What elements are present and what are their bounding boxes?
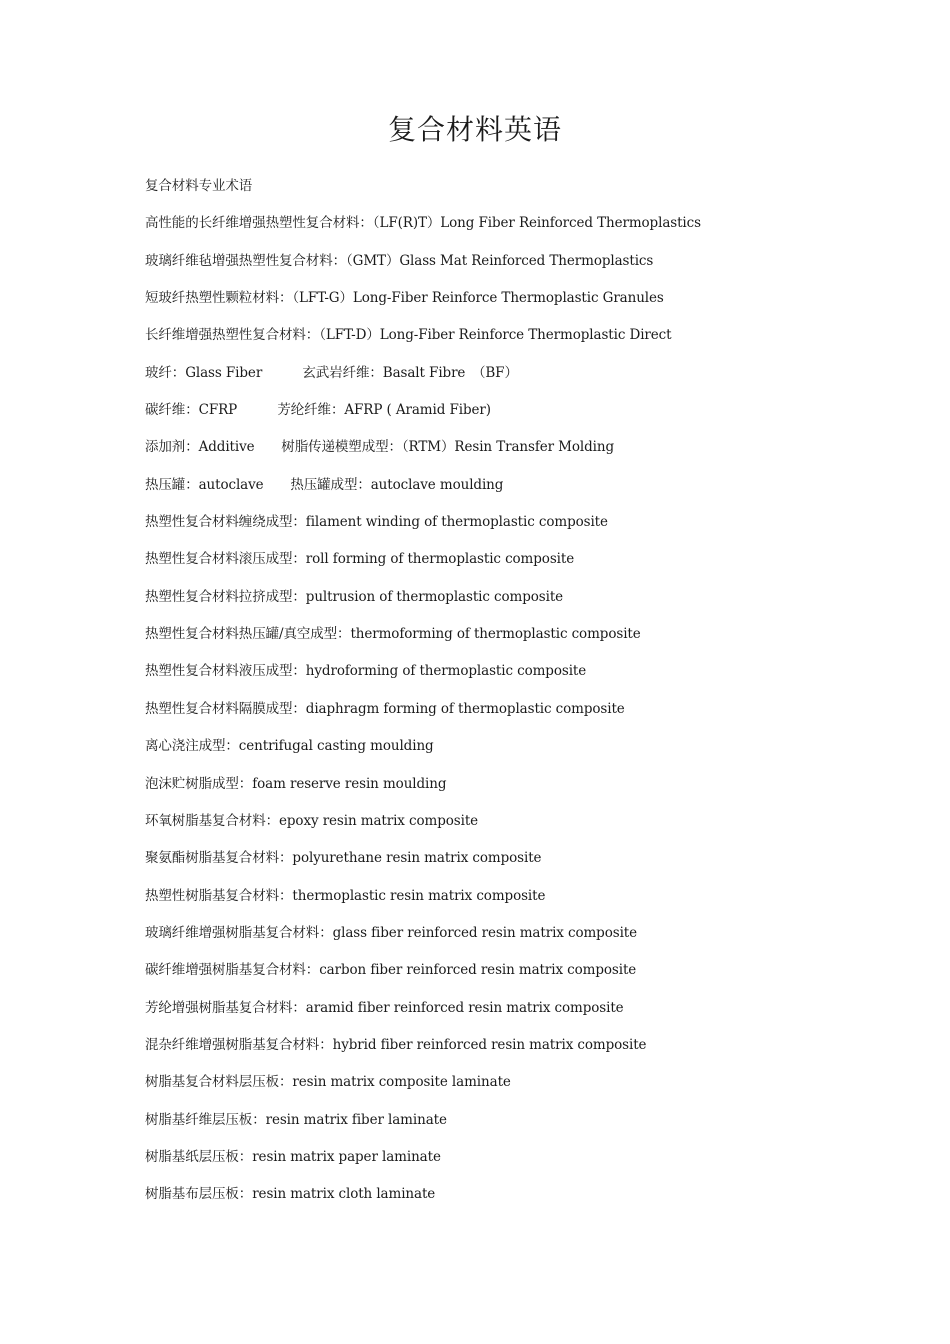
term-line: 聚氨酯树脂基复合材料：polyurethane resin matrix composite [145, 850, 542, 867]
term-line: 离心浇注成型：centrifugal casting moulding [145, 738, 434, 755]
term-line: 热塑性复合材料缠绕成型：filament winding of thermoplastic composite [145, 514, 608, 531]
term-line: 树脂基纸层压板：resin matrix paper laminate [145, 1148, 441, 1165]
term-line: 玻璃纤维增强树脂基复合材料：glass fiber reinforced resin matrix composite [145, 924, 638, 941]
term-line: 热塑性复合材料液压成型：hydroforming of thermoplastic composite [145, 663, 587, 680]
term-line: 树脂基复合材料层压板：resin matrix composite laminate [145, 1074, 511, 1091]
term-line: 树脂基纤维层压板：resin matrix fiber laminate [145, 1111, 447, 1128]
term-line: 高性能的长纤维增强热塑性复合材料：（LF(R)T）Long Fiber Reinforced Thermoplastics [145, 215, 701, 232]
term-line: 树脂基布层压板：resin matrix cloth laminate [145, 1186, 436, 1203]
term-list [145, 174, 905, 1220]
term-line: 热压罐：autoclave 热压罐成型：autoclave moulding [145, 476, 504, 493]
term-line: 长纤维增强热塑性复合材料：（LFT-D）Long-Fiber Reinforce Thermoplastic Direct [145, 327, 672, 344]
term-line: 热塑性复合材料滚压成型：roll forming of thermoplastic composite [145, 551, 575, 568]
term-line: 碳纤维：CFRP 芳纶纤维：AFRP ( Aramid Fiber) [145, 402, 491, 419]
term-line: 热塑性复合材料拉挤成型：pultrusion of thermoplastic composite [145, 588, 564, 605]
term-line: 热塑性复合材料隔膜成型：diaphragm forming of thermoplastic composite [145, 700, 625, 717]
page-title: 复合材料英语 [387, 113, 562, 146]
term-line: 短玻纤热塑性颗粒材料：（LFT-G）Long-Fiber Reinforce Thermoplastic Granules [145, 290, 664, 307]
term-line: 玻璃纤维毡增强热塑性复合材料：（GMT）Glass Mat Reinforced Thermoplastics [145, 252, 654, 269]
term-line: 热塑性树脂基复合材料：thermoplastic resin matrix composite [145, 887, 546, 904]
term-line: 泡沫贮树脂成型：foam reserve resin moulding [145, 775, 447, 792]
term-line: 混杂纤维增强树脂基复合材料：hybrid fiber reinforced resin matrix composite [145, 1036, 647, 1053]
term-line: 芳纶增强树脂基复合材料：aramid fiber reinforced resin matrix composite [145, 999, 624, 1016]
term-line: 热塑性复合材料热压罐/真空成型：thermoforming of thermoplastic composite [145, 626, 641, 643]
section-heading: 复合材料专业术语 [145, 178, 253, 194]
term-line: 碳纤维增强树脂基复合材料：carbon fiber reinforced resin matrix composite [145, 962, 637, 979]
term-line: 添加剂：Additive 树脂传递模塑成型：（RTM）Resin Transfer Molding [145, 439, 615, 456]
term-line: 玻纤：Glass Fiber 玄武岩纤维：Basalt Fibre （BF） [145, 364, 518, 381]
term-line: 环氧树脂基复合材料：epoxy resin matrix composite [145, 812, 479, 829]
